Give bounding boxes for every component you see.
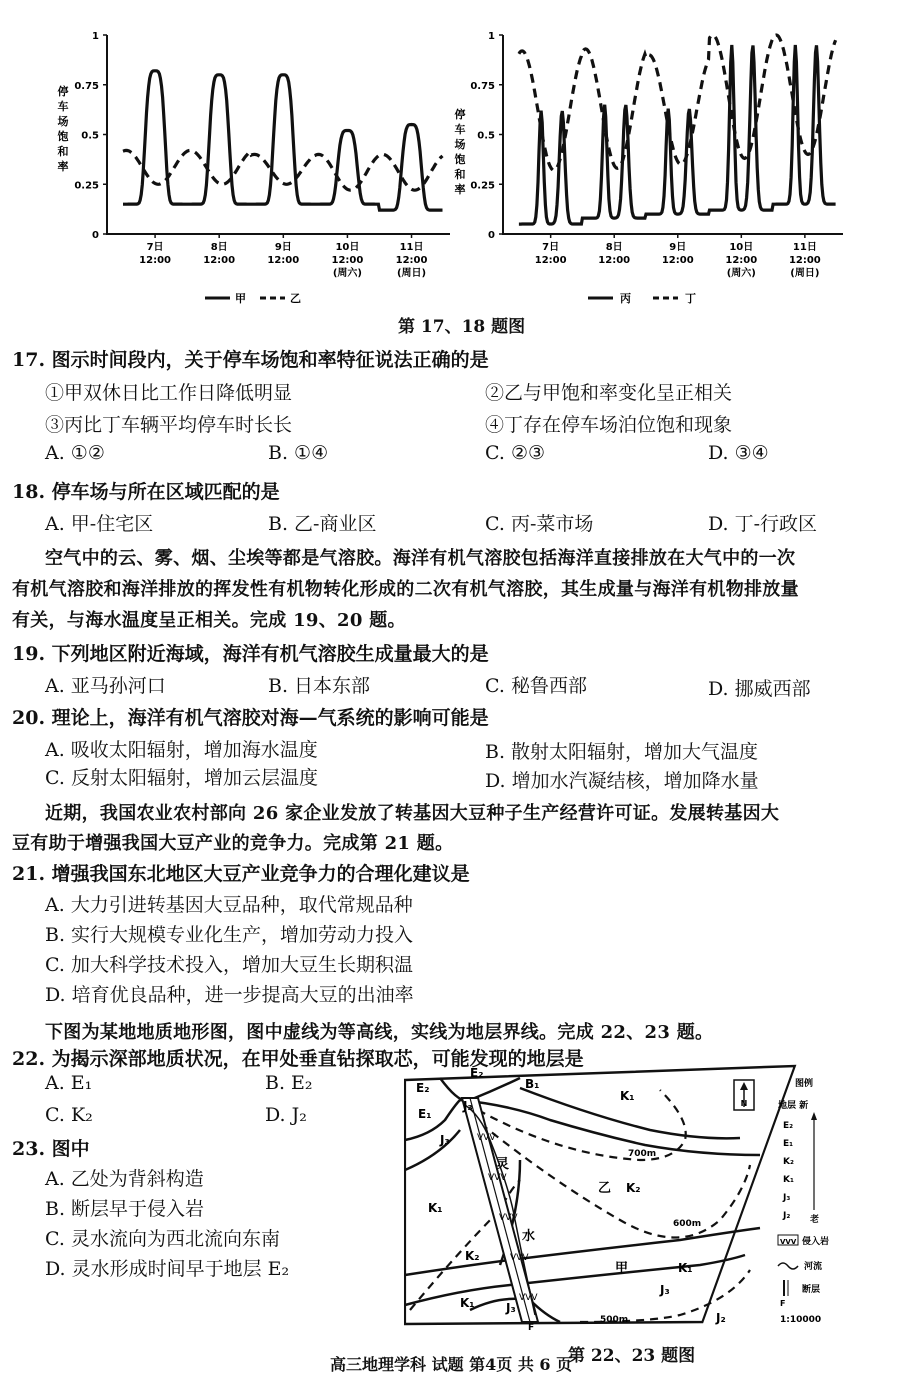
y-tick-label: 1 <box>92 31 99 42</box>
y-axis-label <box>58 84 70 173</box>
y-tick-label: 0 <box>92 230 99 241</box>
svg-text:VVV: VVV <box>780 1238 797 1246</box>
y-axis-label <box>455 107 467 196</box>
contour-lines <box>410 1090 750 1322</box>
x-tick-day: 7日 <box>146 242 164 253</box>
q17-item-2: ②乙与甲饱和率变化呈正相关 <box>485 382 733 404</box>
svg-text:VVV: VVV <box>519 1293 538 1303</box>
place-ling: 灵 <box>496 1157 510 1172</box>
q19-option-d[interactable]: D. 挪威西部 <box>708 678 811 700</box>
intrusion-band <box>462 1098 538 1322</box>
svg-text:VVV: VVV <box>499 1213 518 1223</box>
passage-aerosol-line-2: 有机气溶胶和海洋排放的挥发性有机物转化形成的二次有机气溶胶，其生成量与海洋有机物排放量 <box>12 579 799 600</box>
label-k1-a: K₁ <box>620 1089 635 1103</box>
q19-option-b[interactable]: B. 日本东部 <box>268 675 371 697</box>
label-j3-c: J₃ <box>660 1283 670 1297</box>
y-tick-label: 0.75 <box>470 80 495 92</box>
place-shui: 水 <box>522 1229 536 1244</box>
label-j3-d: J₃ <box>506 1301 516 1315</box>
x-tick-time: 12:00 <box>267 255 300 266</box>
q20-option-b[interactable]: B. 散射太阳辐射，增加大气温度 <box>485 741 759 763</box>
svg-text:侵入岩: 侵入岩 <box>802 1237 830 1247</box>
legend-bing: 丙 <box>620 292 631 305</box>
q21-option-c[interactable]: C. 加大科学技术投入，增加大豆生长期积温 <box>45 954 413 976</box>
question-17-stem: 17. 图示时间段内，关于停车场饱和率特征说法正确的是 <box>12 349 489 371</box>
label-k1-d: K₁ <box>460 1296 475 1310</box>
chart-jia-yi <box>45 20 455 310</box>
geologic-map <box>400 1060 840 1340</box>
svg-text:E₂: E₂ <box>783 1121 794 1131</box>
q21-option-d[interactable]: D. 培育优良品种，进一步提高大豆的出油率 <box>45 984 414 1006</box>
q22-option-d[interactable]: D. J₂ <box>265 1104 307 1126</box>
q20-option-c[interactable]: C. 反射太阳辐射，增加云层温度 <box>45 767 318 789</box>
x-tick-day: 8日 <box>605 242 623 253</box>
svg-text:VVV: VVV <box>488 1173 507 1183</box>
q18-option-c[interactable]: C. 丙-菜市场 <box>485 513 594 535</box>
svg-text:J₂: J₂ <box>783 1211 791 1221</box>
svg-text:车: 车 <box>57 100 69 113</box>
q17-option-d[interactable]: D. ③④ <box>708 442 769 464</box>
svg-text:停: 停 <box>454 108 466 121</box>
series-line-丁 <box>519 35 836 170</box>
svg-text:K₁: K₁ <box>783 1175 794 1185</box>
x-tick-time: 12:00 <box>534 255 567 266</box>
question-20-stem: 20. 理论上，海洋有机气溶胶对海—气系统的影响可能是 <box>12 707 489 729</box>
svg-text:饱: 饱 <box>57 130 69 143</box>
label-j3-b: J₃ <box>440 1133 450 1147</box>
figure-caption-22-23: 第 22、23 题图 <box>568 1346 696 1366</box>
svg-text:场: 场 <box>57 115 69 128</box>
q23-option-b[interactable]: B. 断层早于侵入岩 <box>45 1198 205 1220</box>
svg-text:停: 停 <box>57 85 69 98</box>
x-tick-note: (周日) <box>790 268 820 279</box>
svg-text:地层 新: 地层 新 <box>778 1101 809 1111</box>
page-footer: 高三地理学科 试题 第4页 共 6 页 <box>330 1355 573 1374</box>
series-line-甲 <box>123 71 443 210</box>
x-tick-day: 10日 <box>729 242 754 253</box>
x-tick-note: (周六) <box>332 268 362 279</box>
svg-text:N: N <box>740 1099 748 1108</box>
x-tick-note: (周六) <box>726 268 756 279</box>
x-tick-time: 12:00 <box>331 255 364 266</box>
y-tick-label: 0.5 <box>81 130 99 142</box>
stratum-boundaries <box>405 1078 760 1322</box>
chart-legend <box>588 291 696 305</box>
label-e2-a: E₂ <box>416 1081 430 1095</box>
x-tick-time: 12:00 <box>203 255 236 266</box>
passage-soybean-line-1: 近期，我国农业农村部向 26 家企业发放了转基因大豆种子生产经营许可证。发展转基因大 <box>45 803 780 824</box>
figure-caption-17-18: 第 17、18 题图 <box>398 317 526 337</box>
svg-text:K₂: K₂ <box>783 1157 794 1167</box>
svg-text:E₁: E₁ <box>783 1139 794 1149</box>
x-tick-day: 11日 <box>792 242 817 253</box>
svg-text:车: 车 <box>454 123 466 136</box>
q21-option-b[interactable]: B. 实行大规模专业化生产，增加劳动力投入 <box>45 924 414 946</box>
question-18-stem: 18. 停车场与所在区域匹配的是 <box>12 481 280 503</box>
y-tick-label: 0.75 <box>74 80 99 92</box>
svg-text:VVV: VVV <box>477 1133 496 1143</box>
q17-item-1: ①甲双休日比工作日降低明显 <box>45 382 293 404</box>
q17-option-a[interactable]: A. ①② <box>45 442 105 464</box>
legend-ding: 丁 <box>685 292 696 305</box>
svg-text:J₃: J₃ <box>783 1193 791 1203</box>
x-tick-day: 10日 <box>335 242 360 253</box>
svg-text:率: 率 <box>454 183 466 196</box>
question-19-stem: 19. 下列地区附近海域，海洋有机气溶胶生成量最大的是 <box>12 643 489 665</box>
contour-700: 700m <box>628 1149 657 1159</box>
q18-option-b[interactable]: B. 乙-商业区 <box>268 513 377 535</box>
y-tick-label: 0.25 <box>470 180 495 192</box>
label-j2: J₂ <box>716 1311 726 1325</box>
label-fault-f: F <box>528 1323 535 1333</box>
label-j3-a: J₃ <box>463 1099 473 1113</box>
place-jia: 甲 <box>615 1261 629 1276</box>
question-21-stem: 21. 增强我国东北地区大豆产业竞争力的合理化建议是 <box>12 863 470 885</box>
north-arrow-icon <box>734 1080 754 1110</box>
x-tick-time: 12:00 <box>395 255 428 266</box>
y-tick-label: 0.25 <box>74 180 99 192</box>
chart-bing-ding <box>448 20 858 310</box>
label-k1-c: K₁ <box>678 1261 693 1275</box>
question-22-stem: 22. 为揭示深部地质状况，在甲处垂直钻探取芯，可能发现的地层是 <box>12 1048 584 1070</box>
x-tick-time: 12:00 <box>598 255 631 266</box>
svg-text:1:10000: 1:10000 <box>780 1315 822 1325</box>
x-tick-time: 12:00 <box>788 255 821 266</box>
y-tick-label: 1 <box>488 31 495 42</box>
svg-text:河流: 河流 <box>804 1262 823 1272</box>
q17-option-c[interactable]: C. ②③ <box>485 442 546 464</box>
y-tick-label: 0 <box>488 230 495 241</box>
q21-option-a[interactable]: A. 大力引进转基因大豆品种，取代常规品种 <box>45 894 413 916</box>
chart-legend <box>205 292 301 305</box>
svg-text:老: 老 <box>810 1215 820 1225</box>
q17-item-4: ④丁存在停车场泊位饱和现象 <box>485 414 733 436</box>
q23-option-a[interactable]: A. 乙处为背斜构造 <box>45 1168 204 1190</box>
contour-600: 600m <box>673 1219 702 1229</box>
x-tick-day: 9日 <box>669 242 687 253</box>
label-k2-a: K₂ <box>626 1181 641 1195</box>
svg-text:图例: 图例 <box>795 1079 814 1089</box>
x-tick-day: 7日 <box>542 242 560 253</box>
svg-text:率: 率 <box>57 160 69 173</box>
q22-option-b[interactable]: B. E₂ <box>265 1072 313 1094</box>
svg-text:断层: 断层 <box>802 1285 821 1295</box>
x-tick-time: 12:00 <box>725 255 758 266</box>
svg-text:场: 场 <box>454 138 466 151</box>
contour-500: 500m <box>600 1315 629 1325</box>
legend-yi: 乙 <box>290 292 301 305</box>
map-legend <box>778 1077 829 1325</box>
label-e2-b: E₂ <box>470 1066 484 1080</box>
q17-item-3: ③丙比丁车辆平均停车时长长 <box>45 414 293 436</box>
question-23-stem: 23. 图中 <box>12 1138 90 1160</box>
q19-option-a[interactable]: A. 亚马孙河口 <box>45 675 166 697</box>
svg-text:和: 和 <box>454 168 466 181</box>
passage-aerosol-line-1: 空气中的云、雾、烟、尘埃等都是气溶胶。海洋有机气溶胶包括海洋直接排放在大气中的一次 <box>45 548 796 569</box>
q23-option-c[interactable]: C. 灵水流向为西北流向东南 <box>45 1228 280 1250</box>
q17-option-b[interactable]: B. ①④ <box>268 442 329 464</box>
place-yi: 乙 <box>598 1181 612 1196</box>
passage-aerosol-line-3: 有关，与海水温度呈正相关。完成 19、20 题。 <box>12 610 406 631</box>
x-tick-time: 12:00 <box>661 255 694 266</box>
series-line-乙 <box>123 150 443 190</box>
q22-option-c[interactable]: C. K₂ <box>45 1104 93 1126</box>
q18-option-d[interactable]: D. 丁-行政区 <box>708 513 818 535</box>
svg-text:和: 和 <box>57 145 69 158</box>
label-b1: B₁ <box>525 1077 540 1091</box>
x-tick-note: (周日) <box>396 268 427 279</box>
passage-geology: 下图为某地地质地形图，图中虚线为等高线，实线为地层界线。完成 22、23 题。 <box>45 1022 714 1043</box>
svg-text:VVV: VVV <box>510 1253 529 1263</box>
q19-option-c[interactable]: C. 秘鲁西部 <box>485 675 587 697</box>
q20-option-a[interactable]: A. 吸收太阳辐射，增加海水温度 <box>45 739 318 761</box>
q22-option-a[interactable]: A. E₁ <box>45 1072 93 1094</box>
x-tick-time: 12:00 <box>139 255 172 266</box>
label-k1-b: K₁ <box>428 1201 443 1215</box>
label-e1: E₁ <box>418 1107 432 1121</box>
svg-text:F: F <box>780 1299 786 1308</box>
legend-jia: 甲 <box>235 292 246 305</box>
svg-text:饱: 饱 <box>454 153 466 166</box>
label-k2-b: K₂ <box>465 1249 480 1263</box>
y-tick-label: 0.5 <box>477 130 495 142</box>
x-tick-day: 8日 <box>210 242 228 253</box>
q20-option-d[interactable]: D. 增加水汽凝结核，增加降水量 <box>485 770 759 792</box>
passage-soybean-line-2: 豆有助于增强我国大豆产业的竞争力。完成第 21 题。 <box>12 833 454 854</box>
q18-option-a[interactable]: A. 甲-住宅区 <box>45 513 154 535</box>
q23-option-d[interactable]: D. 灵水形成时间早于地层 E₂ <box>45 1258 290 1280</box>
x-tick-day: 9日 <box>274 242 292 253</box>
x-tick-day: 11日 <box>399 242 424 253</box>
